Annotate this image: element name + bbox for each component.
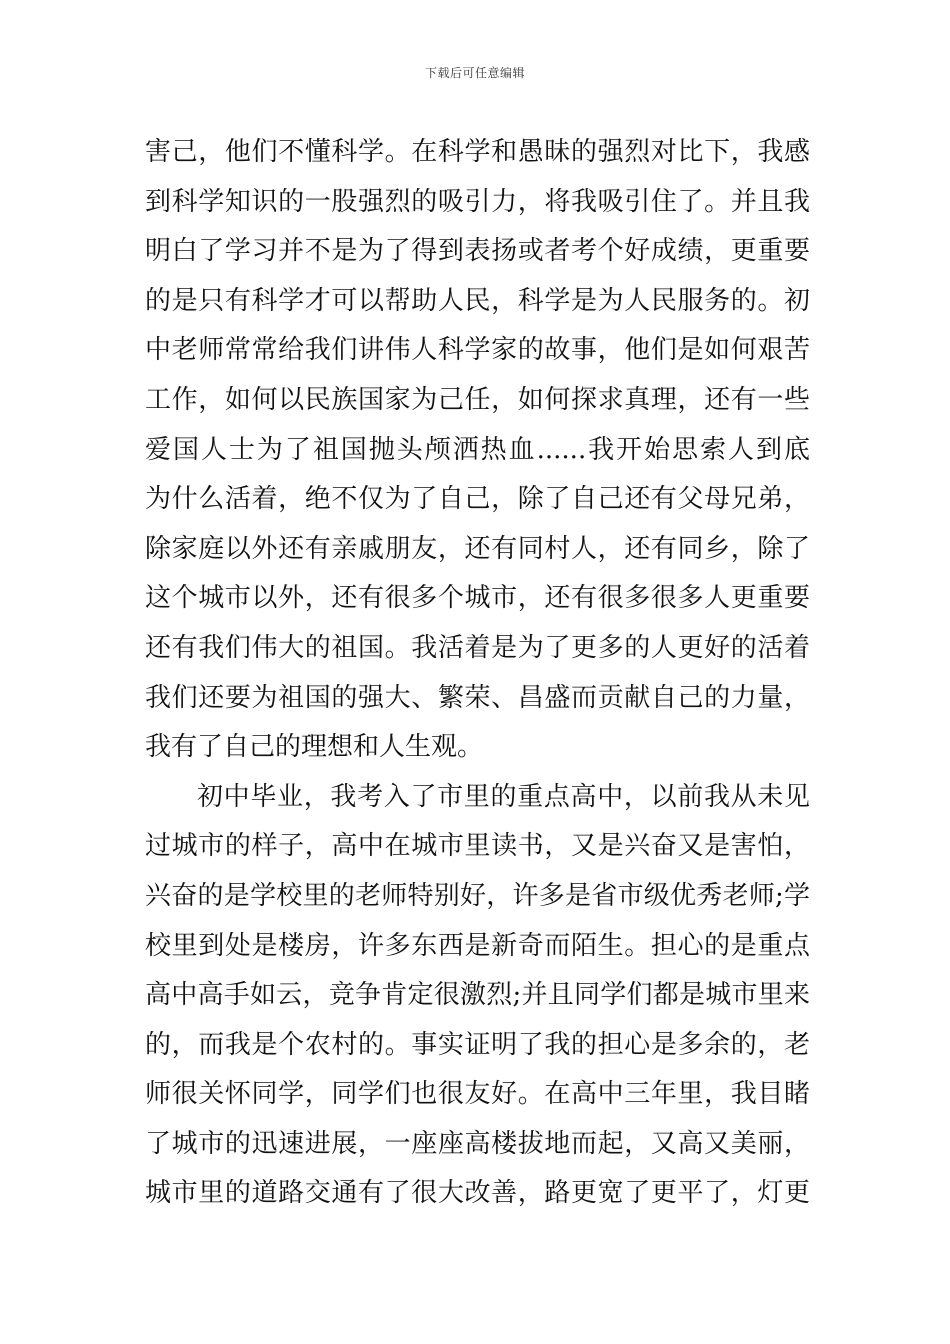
text-line: 师很关怀同学，同学们也很友好。在高中三年里，我目睹 bbox=[145, 1079, 810, 1110]
text-line: 工作，如何以民族国家为己任，如何探求真理，还有一些 bbox=[145, 384, 810, 415]
text-line: 还有我们伟大的祖国。我活着是为了更多的人更好的活着 bbox=[145, 632, 810, 663]
text-line: 这个城市以外，还有很多个城市，还有很多很多人更重要 bbox=[145, 583, 810, 614]
text-line: 城市里的道路交通有了很大改善，路更宽了更平了，灯更 bbox=[145, 1178, 810, 1209]
text-line: 的是只有科学才可以帮助人民，科学是为人民服务的。初 bbox=[145, 285, 810, 316]
text-line: 明白了学习并不是为了得到表扬或者考个好成绩，更重要 bbox=[145, 236, 810, 267]
text-line: 爱国人士为了祖国抛头颅洒热血......我开始思索人到底 bbox=[145, 434, 810, 465]
body-text bbox=[145, 128, 810, 1219]
text-line: 过城市的样子，高中在城市里读书，又是兴奋又是害怕， bbox=[145, 831, 810, 862]
text-line: 了城市的迅速进展，一座座高楼拔地而起，又高又美丽， bbox=[145, 1128, 810, 1159]
text-line: 害己，他们不懂科学。在科学和愚昧的强烈对比下，我感 bbox=[145, 137, 810, 167]
text-line: 兴奋的是学校里的老师特别好，许多是省市级优秀老师;学 bbox=[145, 880, 810, 911]
paragraph-1 bbox=[145, 128, 810, 773]
text-line: 初中毕业，我考入了市里的重点高中，以前我从未见 bbox=[197, 781, 810, 812]
paragraph-2 bbox=[145, 773, 810, 1219]
text-line: 到科学知识的一股强烈的吸引力，将我吸引住了。并且我 bbox=[145, 186, 810, 217]
text-line: 我有了自己的理想和人生观。 bbox=[145, 732, 484, 763]
text-line: 为什么活着，绝不仅为了自己，除了自己还有父母兄弟， bbox=[145, 484, 810, 515]
text-line: 高中高手如云，竞争肯定很激烈;并且同学们都是城市里来 bbox=[145, 980, 810, 1011]
text-line: 除家庭以外还有亲戚朋友，还有同村人，还有同乡，除了 bbox=[145, 533, 810, 564]
text-line: 的，而我是个农村的。事实证明了我的担心是多余的，老 bbox=[145, 1029, 810, 1060]
text-line: 校里到处是楼房，许多东西是新奇而陌生。担心的是重点 bbox=[145, 930, 810, 961]
text-line: 我们还要为祖国的强大、繁荣、昌盛而贡献自己的力量， bbox=[145, 682, 810, 713]
page-header: 下载后可任意编辑 bbox=[424, 66, 525, 80]
text-line: 中老师常常给我们讲伟人科学家的故事，他们是如何艰苦 bbox=[145, 335, 810, 366]
